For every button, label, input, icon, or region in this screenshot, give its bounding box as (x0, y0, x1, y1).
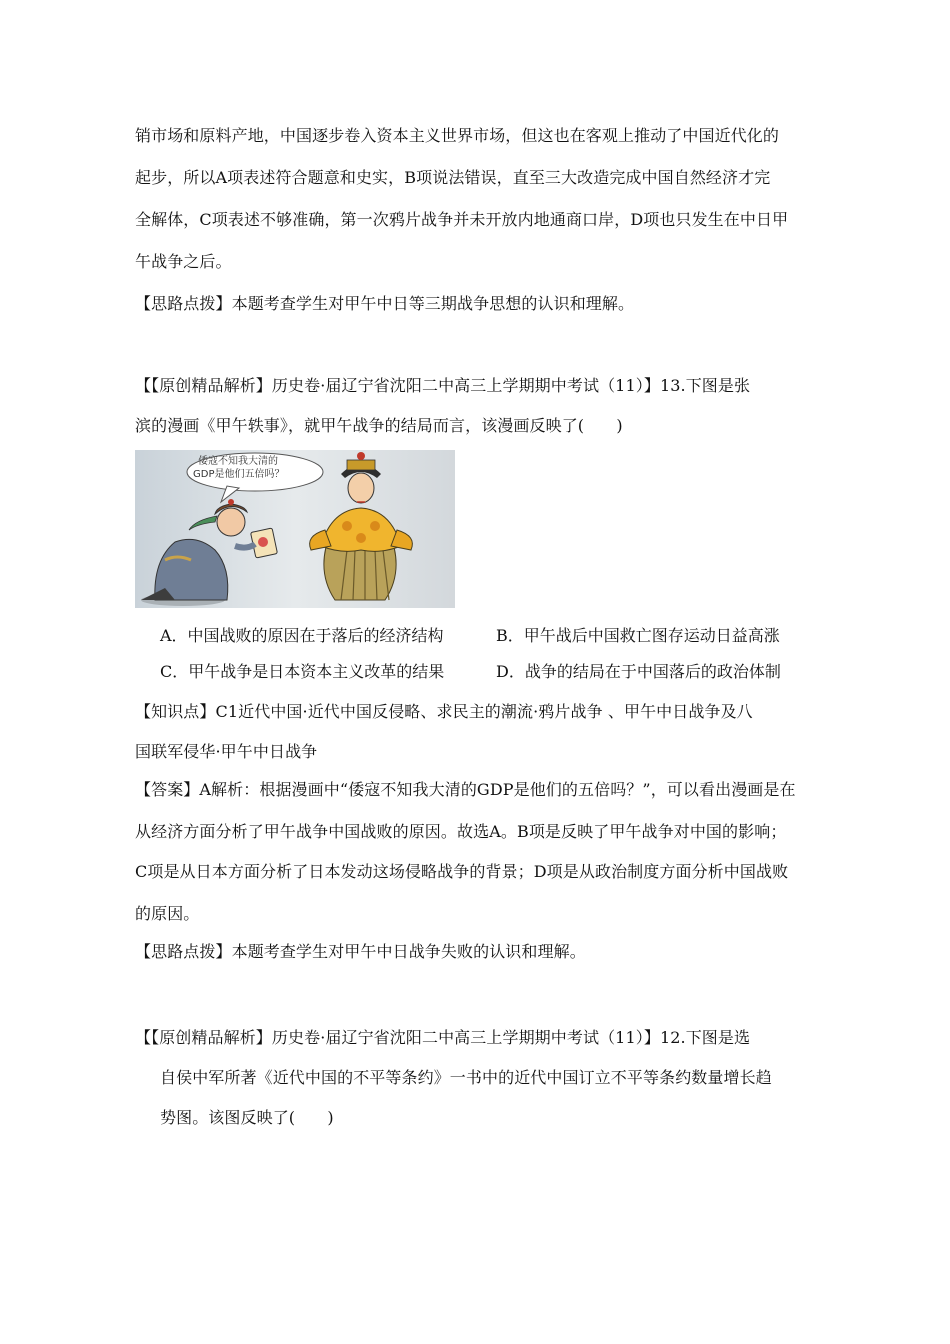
question-13-stem: 滨的漫画《甲午轶事》，就甲午战争的结局而言，该漫画反映了( ) (135, 416, 623, 435)
answer-line: 的原因。 (135, 904, 200, 923)
question-12-header: 【【原创精品解析】历史卷·届辽宁省沈阳二中高三上学期期中考试（11）】12.下图是选 (135, 1028, 751, 1047)
paragraph-line: 全解体，C项表述不够准确，第一次鸦片战争并未开放内地通商口岸，D项也只发生在中日甲 (135, 210, 789, 229)
question-12-stem: 势图。该图反映了( ) (160, 1108, 334, 1127)
paragraph-line: 销市场和原料产地，中国逐步卷入资本主义世界市场，但这也在客观上推动了中国近代化的 (135, 126, 780, 145)
speech-text-line-2: GDP是他们五倍吗？ (193, 469, 285, 480)
option-a: A．中国战败的原因在于落后的经济结构 (160, 626, 444, 645)
answer-line: C项是从日本方面分析了日本发动这场侵略战争的背景；D项是从政治制度方面分析中国战败 (135, 862, 789, 881)
speech-text-line-1: 倭寇不知我大清的 (198, 456, 278, 467)
knowledge-point-line: 【知识点】C1近代中国·近代中国反侵略、求民主的潮流·鸦片战争 、甲午中日战争及八 (135, 702, 753, 721)
knowledge-point-line: 国联军侵华·甲午中日战争 (135, 742, 318, 761)
option-c: C．甲午战争是日本资本主义改革的结果 (160, 662, 445, 681)
paragraph-line: 午战争之后。 (135, 252, 232, 271)
option-d: D．战争的结局在于中国落后的政治体制 (496, 662, 781, 681)
answer-line: 从经济方面分析了甲午战争中国战败的原因。故选A。B项是反映了甲午战争对中国的影响； (135, 822, 787, 841)
question-12-stem: 自侯中军所著《近代中国的不平等条约》一书中的近代中国订立不平等条约数量增长趋 (160, 1068, 772, 1087)
answer-line: 【答案】A解析：根据漫画中“倭寇不知我大清的GDP是他们的五倍吗？”，可以看出漫画是在 (135, 780, 796, 799)
tip-line: 【思路点拨】本题考查学生对甲午中日战争失败的认识和理解。 (135, 942, 586, 961)
tip-line: 【思路点拨】本题考查学生对甲午中日等三期战争思想的认识和理解。 (135, 294, 635, 313)
option-b: B．甲午战后中国救亡图存运动日益高涨 (496, 626, 780, 645)
paragraph-line: 起步，所以A项表述符合题意和史实，B项说法错误，直至三大改造完成中国自然经济才完 (135, 168, 771, 187)
question-13-header: 【【原创精品解析】历史卷·届辽宁省沈阳二中高三上学期期中考试（11）】13.下图是张 (135, 376, 751, 395)
cartoon-jiawu-anecdote (135, 450, 455, 608)
